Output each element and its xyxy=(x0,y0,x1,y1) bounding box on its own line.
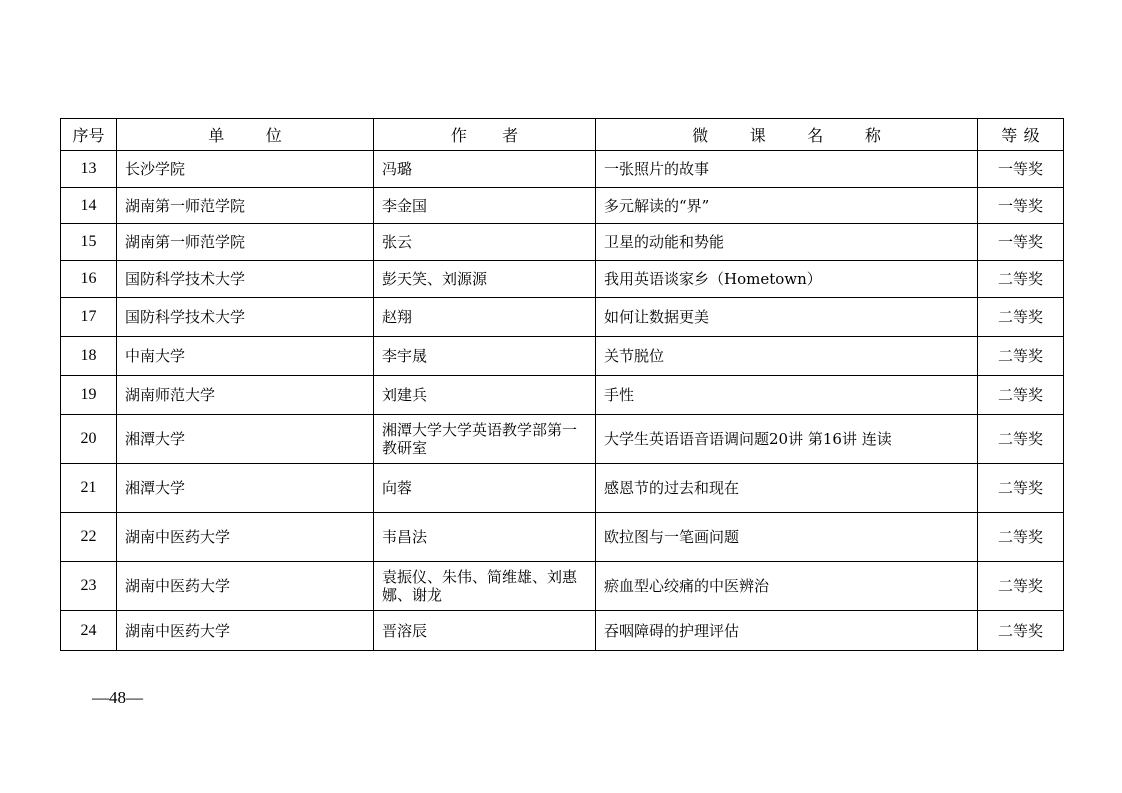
row-author: 晋溶辰 xyxy=(374,611,596,651)
row-course-title: 吞咽障碍的护理评估 xyxy=(596,611,978,651)
row-course-title: 一张照片的故事 xyxy=(596,151,978,188)
row-course-title: 如何让数据更美 xyxy=(596,298,978,337)
table-row xyxy=(61,188,1064,224)
table-row xyxy=(61,376,1064,415)
row-no: 21 xyxy=(61,464,117,513)
page-number: —48— xyxy=(92,688,143,707)
row-author: 袁振仪、朱伟、简维雄、刘惠娜、谢龙 xyxy=(374,562,596,611)
header-award-level: 等级 xyxy=(978,119,1064,151)
row-author: 彭天笑、刘源源 xyxy=(374,261,596,298)
row-author: 韦昌法 xyxy=(374,513,596,562)
table-row xyxy=(61,151,1064,188)
row-no: 24 xyxy=(61,611,117,651)
row-no: 16 xyxy=(61,261,117,298)
row-author: 张云 xyxy=(374,224,596,261)
header-unit: 单位 xyxy=(117,119,374,151)
table-row xyxy=(61,415,1064,464)
row-author: 湘潭大学大学英语教学部第一教研室 xyxy=(374,415,596,464)
row-unit: 湖南第一师范学院 xyxy=(117,188,374,224)
row-unit: 湖南第一师范学院 xyxy=(117,224,374,261)
row-unit: 湖南中医药大学 xyxy=(117,611,374,651)
row-unit: 湖南师范大学 xyxy=(117,376,374,415)
row-author: 冯璐 xyxy=(374,151,596,188)
table-header-row xyxy=(61,119,1064,151)
row-award-level: 二等奖 xyxy=(978,337,1064,376)
table-row xyxy=(61,611,1064,651)
row-course-title: 我用英语谈家乡（Hometown） xyxy=(596,261,978,298)
row-course-title: 手性 xyxy=(596,376,978,415)
row-award-level: 一等奖 xyxy=(978,224,1064,261)
row-author: 李宇晟 xyxy=(374,337,596,376)
row-unit: 中南大学 xyxy=(117,337,374,376)
row-author: 向蓉 xyxy=(374,464,596,513)
row-course-title: 瘀血型心绞痛的中医辨治 xyxy=(596,562,978,611)
row-award-level: 二等奖 xyxy=(978,562,1064,611)
table-row xyxy=(61,224,1064,261)
row-no: 14 xyxy=(61,188,117,224)
award-table xyxy=(60,118,1064,651)
row-author: 赵翔 xyxy=(374,298,596,337)
row-course-title: 感恩节的过去和现在 xyxy=(596,464,978,513)
row-course-title: 关节脱位 xyxy=(596,337,978,376)
table-row xyxy=(61,513,1064,562)
row-award-level: 二等奖 xyxy=(978,464,1064,513)
row-no: 19 xyxy=(61,376,117,415)
row-course-title: 欧拉图与一笔画问题 xyxy=(596,513,978,562)
row-author: 李金国 xyxy=(374,188,596,224)
header-course-title: 微课名称 xyxy=(596,119,978,151)
row-award-level: 二等奖 xyxy=(978,298,1064,337)
row-no: 15 xyxy=(61,224,117,261)
header-no: 序号 xyxy=(61,119,117,151)
table-row xyxy=(61,337,1064,376)
row-author: 刘建兵 xyxy=(374,376,596,415)
row-award-level: 一等奖 xyxy=(978,151,1064,188)
row-no: 23 xyxy=(61,562,117,611)
row-no: 22 xyxy=(61,513,117,562)
header-author: 作者 xyxy=(374,119,596,151)
table-row xyxy=(61,562,1064,611)
row-course-title: 多元解读的“界” xyxy=(596,188,978,224)
row-course-title: 卫星的动能和势能 xyxy=(596,224,978,261)
table-row xyxy=(61,298,1064,337)
row-unit: 长沙学院 xyxy=(117,151,374,188)
row-unit: 国防科学技术大学 xyxy=(117,261,374,298)
row-no: 17 xyxy=(61,298,117,337)
table-row xyxy=(61,261,1064,298)
row-award-level: 一等奖 xyxy=(978,188,1064,224)
row-unit: 湘潭大学 xyxy=(117,464,374,513)
row-unit: 国防科学技术大学 xyxy=(117,298,374,337)
row-award-level: 二等奖 xyxy=(978,611,1064,651)
table-row xyxy=(61,464,1064,513)
row-award-level: 二等奖 xyxy=(978,261,1064,298)
row-unit: 湖南中医药大学 xyxy=(117,513,374,562)
row-award-level: 二等奖 xyxy=(978,513,1064,562)
row-award-level: 二等奖 xyxy=(978,376,1064,415)
row-no: 20 xyxy=(61,415,117,464)
row-unit: 湖南中医药大学 xyxy=(117,562,374,611)
row-no: 13 xyxy=(61,151,117,188)
row-course-title: 大学生英语语音语调问题20讲 第16讲 连读 xyxy=(596,415,978,464)
row-award-level: 二等奖 xyxy=(978,415,1064,464)
row-no: 18 xyxy=(61,337,117,376)
row-unit: 湘潭大学 xyxy=(117,415,374,464)
